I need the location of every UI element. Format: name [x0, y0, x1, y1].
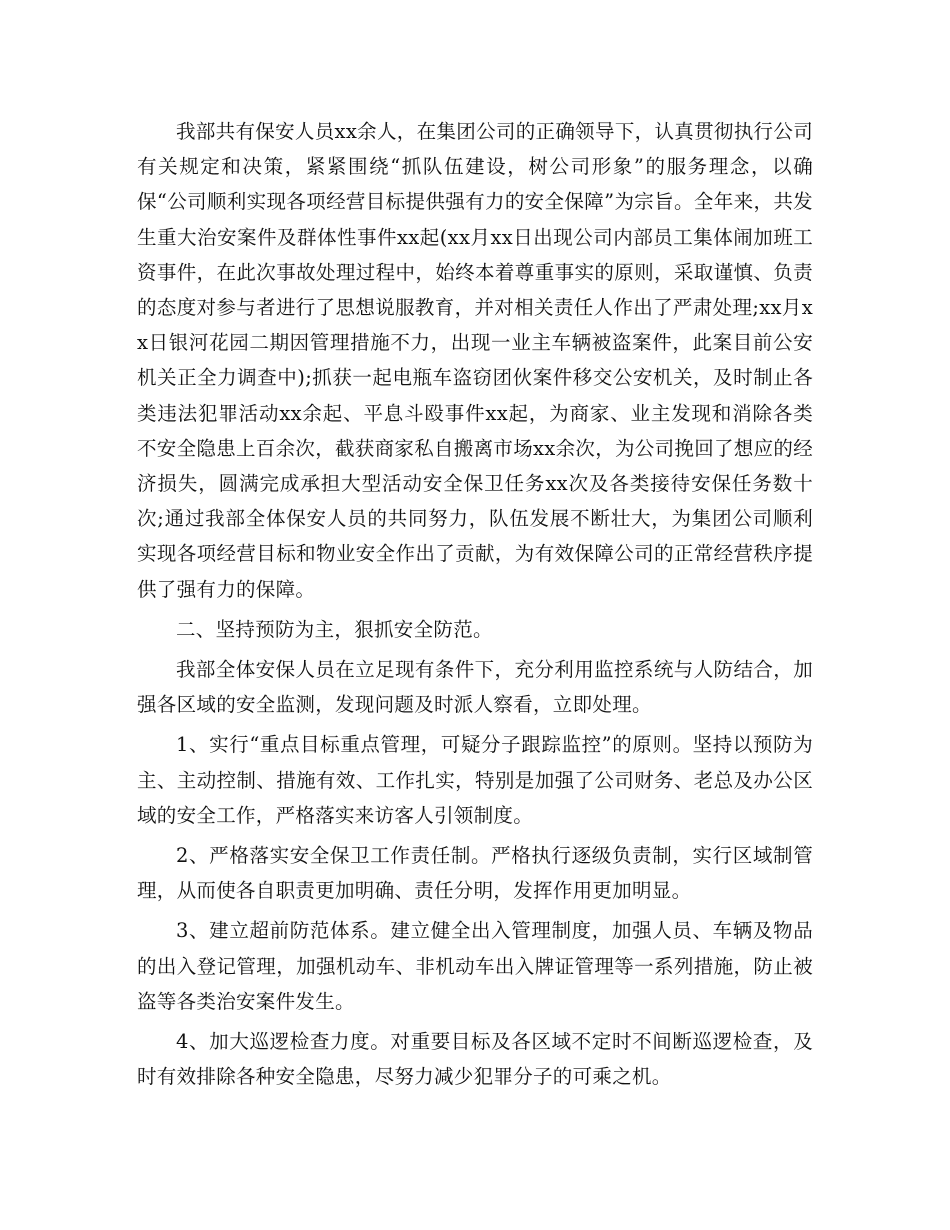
summary-paragraph: 我部共有保安人员xx余人，在集团公司的正确领导下，认真贯彻执行公司有关规定和决策，紧紧围绕“抓队伍建设，树公司形象”的服务理念，以确保“公司顺利实现各项经营目标提供强有力的安全保障”为宗旨。全年来，共发生重大治安案件及群体性事件xx起(xx月xx日出现公司内部员工集体闹加班工资事件，在此次事故处理过程中，始终本着尊重事实的原则，采取谨慎、负责的态度对参与者进行了思想说服教育，并对相关责任人作出了严肃处理;xx月xx日银河花园二期因管理措施不力，出现一业主车辆被盗案件，此案目前公安机关正全力调查中);抓获一起电瓶车盗窃团伙案件移交公安机关，及时制止各类违法犯罪活动xx余起、平息斗殴事件xx起，为商家、业主发现和消除各类不安全隐患上百余次，截获商家私自搬离市场xx余次，为公司挽回了想应的经济损失，圆满完成承担大型活动安全保卫任务xx次及各类接待安保任务数十次;通过我部全体保安人员的共同努力，队伍发展不断壮大，为集团公司顺利实现各项经营目标和物业安全作出了贡献，为有效保障公司的正常经营秩序提供了强有力的保障。	[137, 120, 813, 601]
list-item: 1、实行“重点目标重点管理，可疑分子跟踪监控”的原则。坚持以预防为主、主动控制、措施有效、工作扎实，特别是加强了公司财务、老总及办公区域的安全工作，严格落实来访客人引领制度。	[137, 733, 813, 827]
section-intro-paragraph: 我部全体安保人员在立足现有条件下，充分利用监控系统与人防结合，加强各区域的安全监测，发现问题及时派人察看，立即处理。	[137, 658, 813, 717]
list-item: 3、建立超前防范体系。建立健全出入管理制度，加强人员、车辆及物品的出入登记管理，加强机动车、非机动车出入牌证管理等一系列措施，防止被盗等各类治安案件发生。	[137, 919, 813, 1013]
list-item: 4、加大巡逻检查力度。对重要目标及各区域不定时不间断巡逻检查，及时有效排除各种安全隐患，尽努力减少犯罪分子的可乘之机。	[137, 1030, 813, 1089]
document-body	[137, 114, 813, 1094]
list-item: 2、严格落实安全保卫工作责任制。严格执行逐级负责制，实行区域制管理，从而使各自职责更加明确、责任分明，发挥作用更加明显。	[137, 844, 813, 903]
section-heading: 二、坚持预防为主，狠抓安全防范。	[176, 617, 493, 641]
